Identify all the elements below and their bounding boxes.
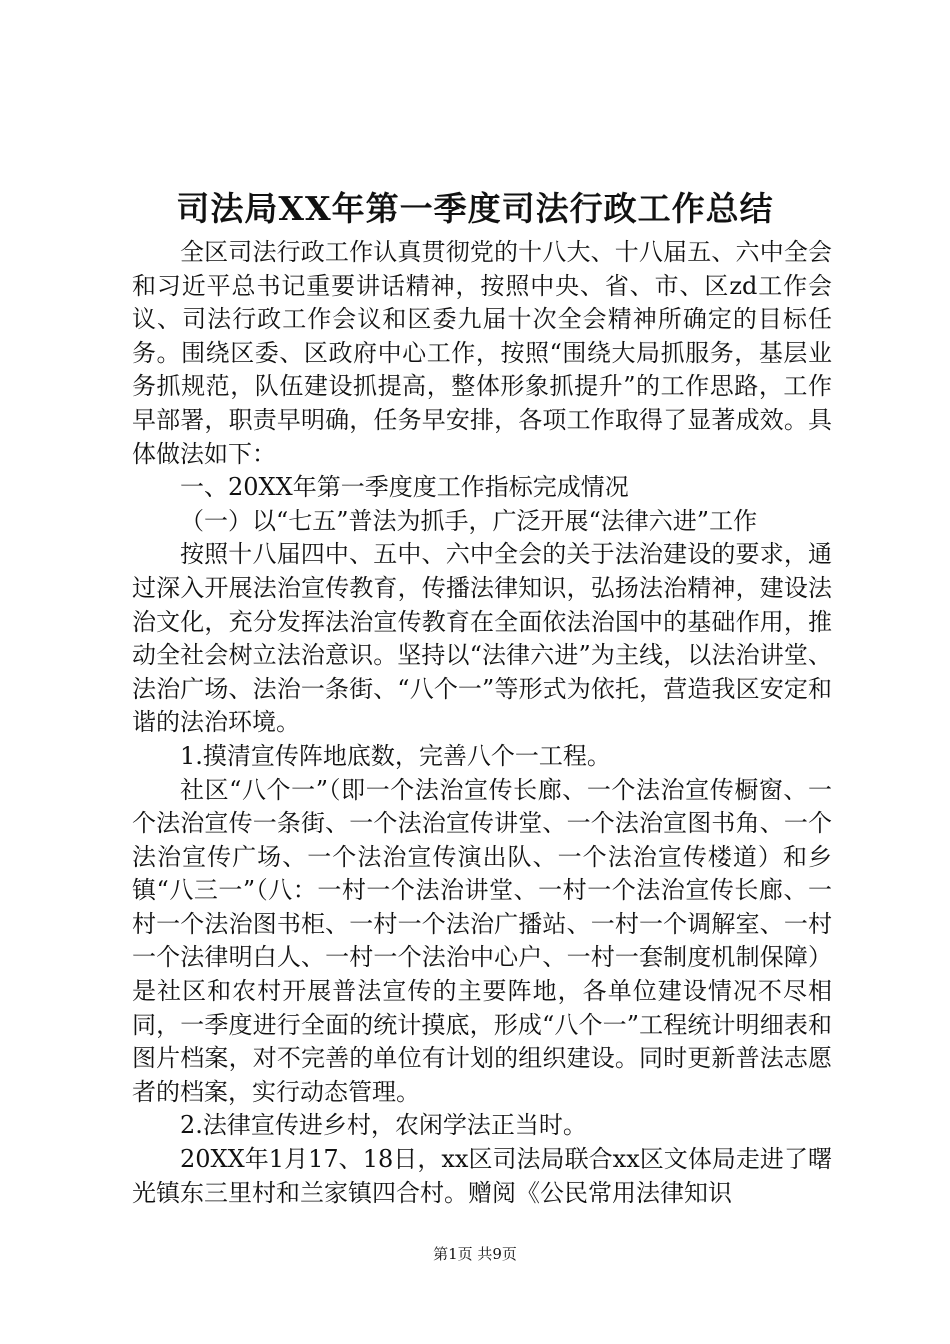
document-title: 司法局XX年第一季度司法行政工作总结 <box>176 189 774 228</box>
document-body <box>132 236 832 1210</box>
paragraph: 社区“八个一”（即一个法治宣传长廊、一个法治宣传橱窗、一个法治宣传一条街、一个法治宣传讲堂、一个法治宣图书角、一个法治宣传广场、一个法治宣传演出队、一个法治宣传楼道）和乡镇“八三一”（八：一村一个法治讲堂、一村一个法治宣传长廊、一村一个法治图书柜、一村一个法治广播站、一村一个调解室、一村一个法律明白人、一村一个法治中心户、一村一套制度机制保障）是社区和农村开展普法宣传的主要阵地，各单位建设情况不尽相同，一季度进行全面的统计摸底，形成“八个一”工程统计明细表和图片档案，对不完善的单位有计划的组织建设。同时更新普法志愿者的档案，实行动态管理。 <box>132 775 832 1106</box>
section-heading: 一、20XX年第一季度度工作指标完成情况 <box>180 473 629 502</box>
paragraph: 按照十八届四中、五中、六中全会的关于法治建设的要求，通过深入开展法治宣传教育，传播法律知识，弘扬法治精神，建设法治文化，充分发挥法治宣传教育在全面依法治国中的基础作用，推动全社会树立法治意识。坚持以“法律六进”为主线，以法治讲堂、法治广场、法治一条街、“八个一”等形式为依托，营造我区安定和谐的法治环境。 <box>132 540 832 737</box>
item-heading: 1.摸清宣传阵地底数，完善八个一工程。 <box>180 741 611 770</box>
paragraph: 20XX年1月17、18日，xx区司法局联合xx区文体局走进了曙光镇东三里村和兰家镇四合村。赠阅《公民常用法律知识 <box>132 1145 832 1207</box>
paragraph-intro: 全区司法行政工作认真贯彻党的十八大、十八届五、六中全会和习近平总书记重要讲话精神，按照中央、省、市、区zd工作会议、司法行政工作会议和区委九届十次全会精神所确定的目标任务。围绕区委、区政府中心工作，按照“围绕大局抓服务，基层业务抓规范，队伍建设抓提高，整体形象抓提升”的工作思路，工作早部署，职责早明确，任务早安排，各项工作取得了显著成效。具体做法如下： <box>132 238 832 468</box>
page-footer: 第1页 共9页 <box>433 1245 517 1263</box>
subsection-heading: （一）以“七五”普法为抓手，广泛开展“法律六进”工作 <box>180 506 758 535</box>
item-heading: 2.法律宣传进乡村，农闲学法正当时。 <box>180 1111 587 1140</box>
